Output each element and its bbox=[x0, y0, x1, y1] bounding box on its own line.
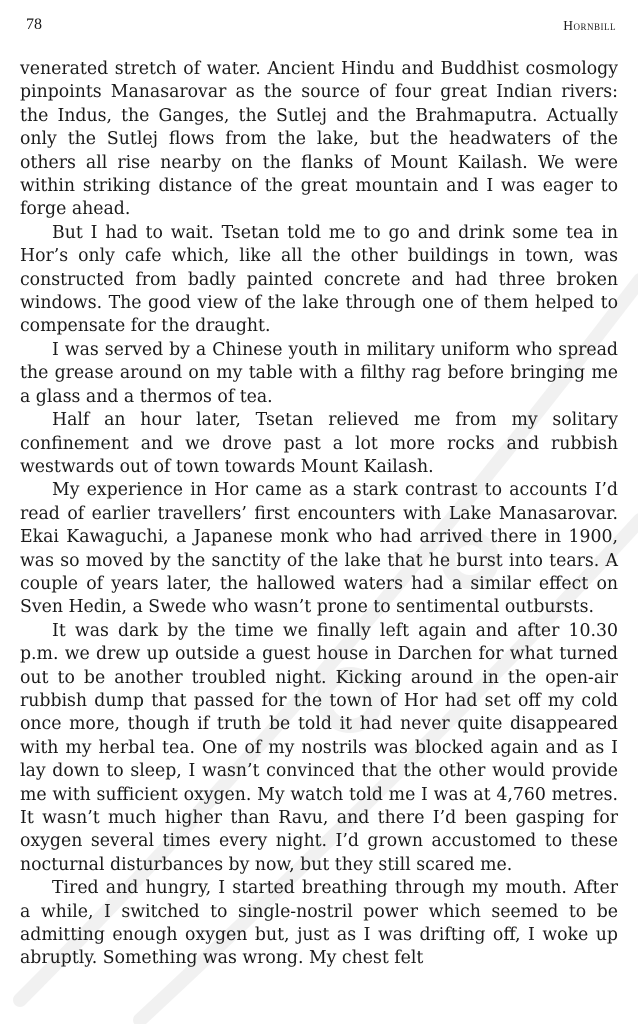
paragraph: My experience in Hor came as a stark contrast to accounts I’d read of earlier travellers’ first encounters with Lake Manasarovar. Ekai Kawaguchi, a Japanese monk who had arrived there in 1900, was so moved by the sanctity of the lake that he burst into tears. A couple of years later, the hallowed waters had a similar effect on Sven Hedin, a Swede who wasn’t prone to sentimental outbursts. bbox=[20, 480, 618, 618]
paragraph: But I had to wait. Tsetan told me to go and drink some tea in Hor’s only cafe which, like all the other buildings in town, was constructed from badly painted concrete and had three broken windows. The good view of the lake through one of them helped to compensate for the draught. bbox=[20, 222, 618, 337]
page-header bbox=[26, 16, 616, 38]
running-head: Hornbill bbox=[563, 18, 616, 33]
paragraph: venerated stretch of water. Ancient Hindu and Buddhist cosmology pinpoints Manasarovar as the source of four great Indian rivers: the Indus, the Ganges, the Sutlej and the Brahmaputra. Actually only the Sutlej flows from the lake, but the headwaters of the others all rise nearby on the flanks of Mount Kailash. We were within striking distance of the great mountain and I was eager to forge ahead. bbox=[20, 59, 618, 220]
paragraph: It was dark by the time we finally left again and after 10.30 p.m. we drew up outside a guest house in Darchen for what turned out to be another troubled night. Kicking around in the open-air rubbish dump that passed for the town of Hor had set off my cold once more, though if truth be told it had never quite disappeared with my herbal tea. One of my nostrils was blocked again and as I lay down to sleep, I wasn’t convinced that the other would provide me with sufficient oxygen. My watch told me I was at 4,760 metres. It wasn’t much higher than Ravu, and there I’d been gasping for oxygen several times every night. I’d grown accustomed to these nocturnal disturbances by now, but they still scared me. bbox=[20, 620, 618, 875]
page-number: 78 bbox=[26, 16, 42, 33]
paragraph: I was served by a Chinese youth in military uniform who spread the grease around on my table with a filthy rag before bringing me a glass and a thermos of tea. bbox=[20, 339, 618, 407]
body-text bbox=[20, 58, 618, 971]
paragraph: Half an hour later, Tsetan relieved me from my solitary confinement and we drove past a lot more rocks and rubbish westwards out of town towards Mount Kailash. bbox=[20, 410, 618, 477]
paragraph: Tired and hungry, I started breathing through my mouth. After a while, I switched to single-nostril power which seemed to be admitting enough oxygen but, just as I was drifting off, I woke up abruptly. Something was wrong. My chest felt bbox=[20, 878, 618, 969]
